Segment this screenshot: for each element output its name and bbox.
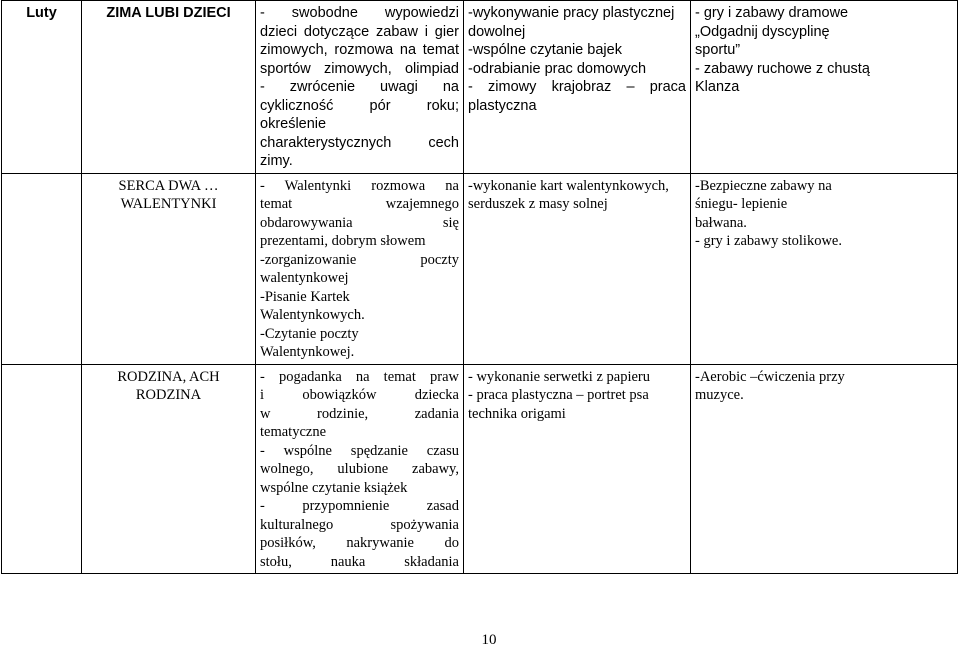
text-line: - gry i zabawy stolikowe. <box>695 233 842 249</box>
text-line: Walentynkowej. <box>260 344 355 360</box>
text-line: - swobodne wypowiedzi <box>260 5 459 21</box>
text-line: charakterystycznych cech <box>260 134 459 151</box>
text-line: -wykonanie kart walentynkowych, <box>468 177 669 194</box>
topic-line: RODZINA, ACH <box>117 368 220 385</box>
text-line: wspólne czytanie książek <box>260 479 408 496</box>
text-line: muzyce. <box>695 387 744 403</box>
text-line: temat wzajemnego <box>260 196 459 212</box>
activity-plan-table <box>1 0 958 574</box>
art-activities-cell <box>464 364 691 574</box>
text-line: kulturalnego spożywania <box>260 516 459 533</box>
text-line: śniegu- lepienie <box>695 196 788 212</box>
month-label: Luty <box>26 5 57 21</box>
text-line: sportu” <box>695 42 741 58</box>
month-cell <box>2 364 82 574</box>
text-line: Walentynkowych. <box>260 307 365 323</box>
text-line: - wspólne spędzanie czasu <box>260 442 459 459</box>
text-line: cykliczność pór roku; <box>260 97 459 114</box>
text-line: stołu, nauka składania <box>260 553 459 570</box>
topic-line: SERCA DWA … <box>118 177 219 194</box>
text-line: bałwana. <box>695 214 747 231</box>
text-line: - zwrócenie uwagi na <box>260 79 459 95</box>
text-line: określenie <box>260 116 327 132</box>
topic-label: ZIMA LUBI DZIECI <box>106 5 231 21</box>
topic-cell <box>82 364 256 574</box>
text-line: walentynkowej <box>260 270 349 286</box>
educational-activities-cell <box>256 1 464 174</box>
text-line: -Bezpieczne zabawy na <box>695 177 832 194</box>
text-line: - przypomnienie zasad <box>260 498 459 514</box>
table-row <box>2 364 958 574</box>
text-line: -Aerobic –ćwiczenia przy <box>695 368 845 385</box>
text-line: serduszek z masy solnej <box>468 196 608 212</box>
text-line: i obowiązków dziecka <box>260 387 459 403</box>
text-line: Klanza <box>695 79 740 95</box>
text-line: - Walentynki rozmowa na <box>260 177 459 194</box>
games-cell <box>691 364 958 574</box>
text-line: wolnego, ulubione zabawy, <box>260 461 459 477</box>
educational-activities-cell <box>256 173 464 364</box>
text-line: plastyczna <box>468 97 537 114</box>
text-line: obdarowywania się <box>260 214 459 231</box>
text-line: - wykonanie serwetki z papieru <box>468 368 650 385</box>
text-line: -Czytanie poczty <box>260 325 359 342</box>
games-cell <box>691 173 958 364</box>
text-line: -zorganizowanie poczty <box>260 251 459 268</box>
topic-line: RODZINA <box>135 387 202 403</box>
text-line: -wykonywanie pracy plastycznej <box>468 5 675 21</box>
text-line: dzieci dotyczące zabaw i gier <box>260 23 459 40</box>
text-line: zimowych, rozmowa na temat <box>260 42 459 58</box>
month-cell <box>2 1 82 174</box>
table-row <box>2 173 958 364</box>
month-cell <box>2 173 82 364</box>
text-line: dowolnej <box>468 23 526 40</box>
text-line: posiłków, nakrywanie do <box>260 535 459 551</box>
text-line: zimy. <box>260 153 293 169</box>
text-line: -Pisanie Kartek <box>260 288 350 305</box>
art-activities-cell <box>464 1 691 174</box>
text-line: „Odgadnij dyscyplinę <box>695 23 830 40</box>
text-line: - zabawy ruchowe z chustą <box>695 60 870 77</box>
text-line: tematyczne <box>260 424 327 440</box>
text-line: - praca plastyczna – portret psa <box>468 387 649 403</box>
text-line: - pogadanka na temat praw <box>260 368 459 385</box>
topic-line: WALENTYNKI <box>120 196 217 212</box>
text-line: w rodzinie, zadania <box>260 405 459 422</box>
text-line: -odrabianie prac domowych <box>468 60 647 77</box>
topic-cell <box>82 1 256 174</box>
page-number: 10 <box>481 632 497 648</box>
educational-activities-cell <box>256 364 464 574</box>
text-line: - gry i zabawy dramowe <box>695 5 849 21</box>
text-line: -wspólne czytanie bajek <box>468 42 622 58</box>
table-row <box>2 1 958 174</box>
text-line: prezentami, dobrym słowem <box>260 233 426 249</box>
text-line: - zimowy krajobraz – praca <box>468 79 686 95</box>
text-line: technika origami <box>468 405 566 422</box>
text-line: sportów zimowych, olimpiad <box>260 60 459 77</box>
art-activities-cell <box>464 173 691 364</box>
games-cell <box>691 1 958 174</box>
topic-cell <box>82 173 256 364</box>
